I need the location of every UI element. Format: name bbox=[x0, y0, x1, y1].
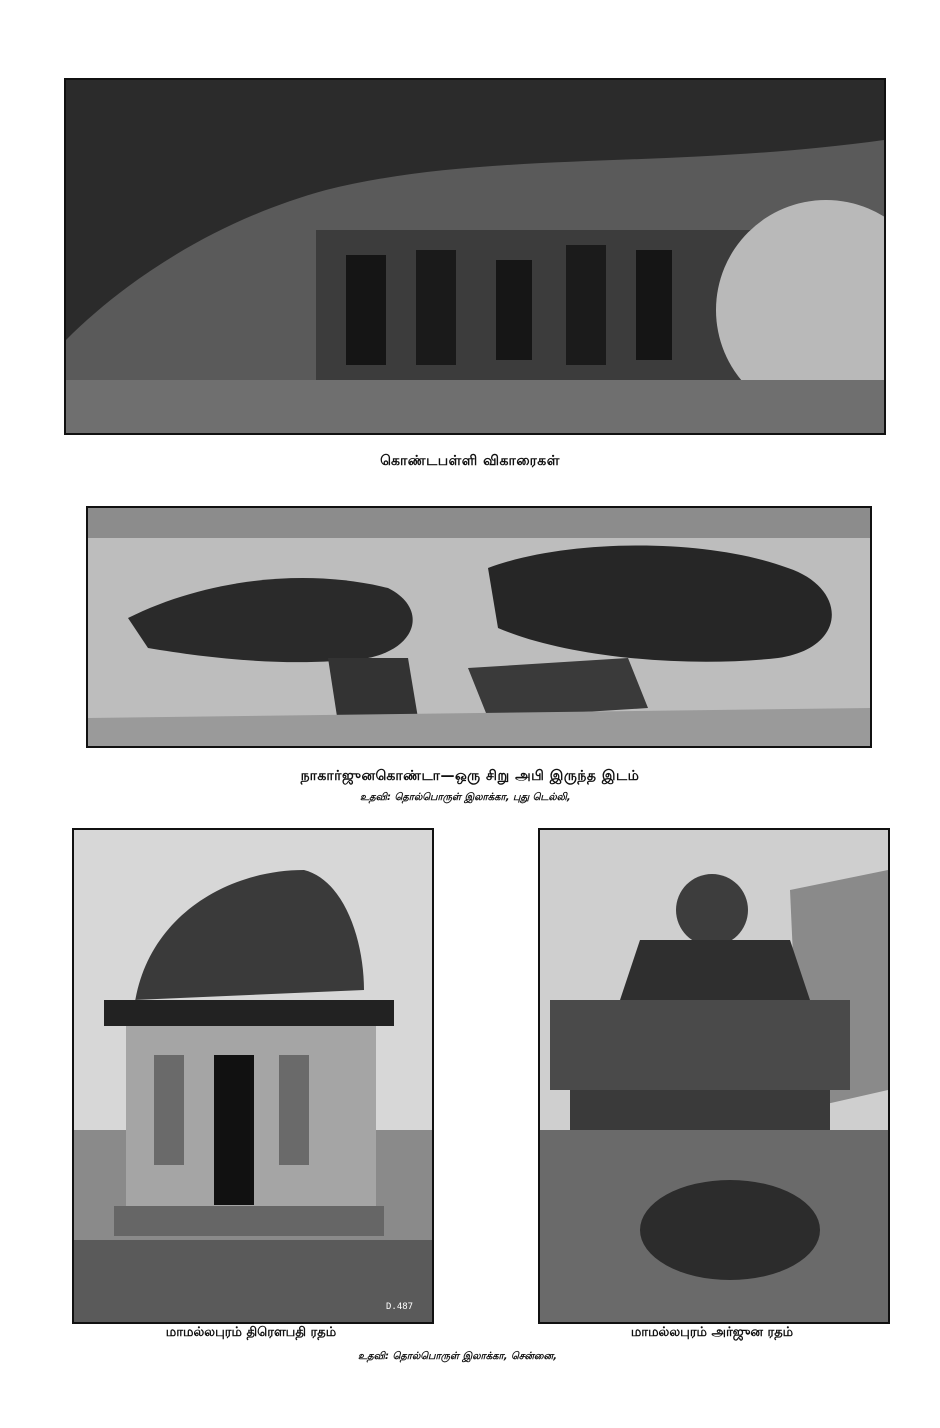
plate-number: D.487 bbox=[386, 1302, 414, 1312]
photo-draupadi-ratha bbox=[72, 828, 434, 1324]
caption-kondapalli: கொண்டபள்ளி விகாரைகள் bbox=[380, 453, 560, 469]
caption-arjuna-ratha: மாமல்லபுரம் அர்ஜுன ரதம் bbox=[630, 1325, 794, 1340]
photo-arjuna-ratha bbox=[538, 828, 890, 1324]
excavated-ruins-icon bbox=[88, 508, 870, 746]
caption-nagarjunakonda: நாகார்ஜுனகொண்டா—ஒரு சிறு அபி இருந்த இடம் bbox=[300, 768, 640, 784]
draupadi-ratha-icon bbox=[74, 830, 432, 1322]
rock-cut-cave-icon bbox=[66, 80, 884, 433]
caption-draupadi-ratha: மாமல்லபுரம் திரௌபதி ரதம் bbox=[165, 1325, 337, 1340]
credit-new-delhi: உதவி: தொல்பொருள் இலாக்கா, புது டெல்லி, bbox=[360, 792, 571, 803]
credit-chennai: உதவி: தொல்பொருள் இலாக்கா, சென்னை, bbox=[358, 1351, 558, 1362]
photo-nagarjunakonda bbox=[86, 506, 872, 748]
photo-kondapalli-caves bbox=[64, 78, 886, 435]
arjuna-ratha-icon bbox=[540, 830, 888, 1322]
